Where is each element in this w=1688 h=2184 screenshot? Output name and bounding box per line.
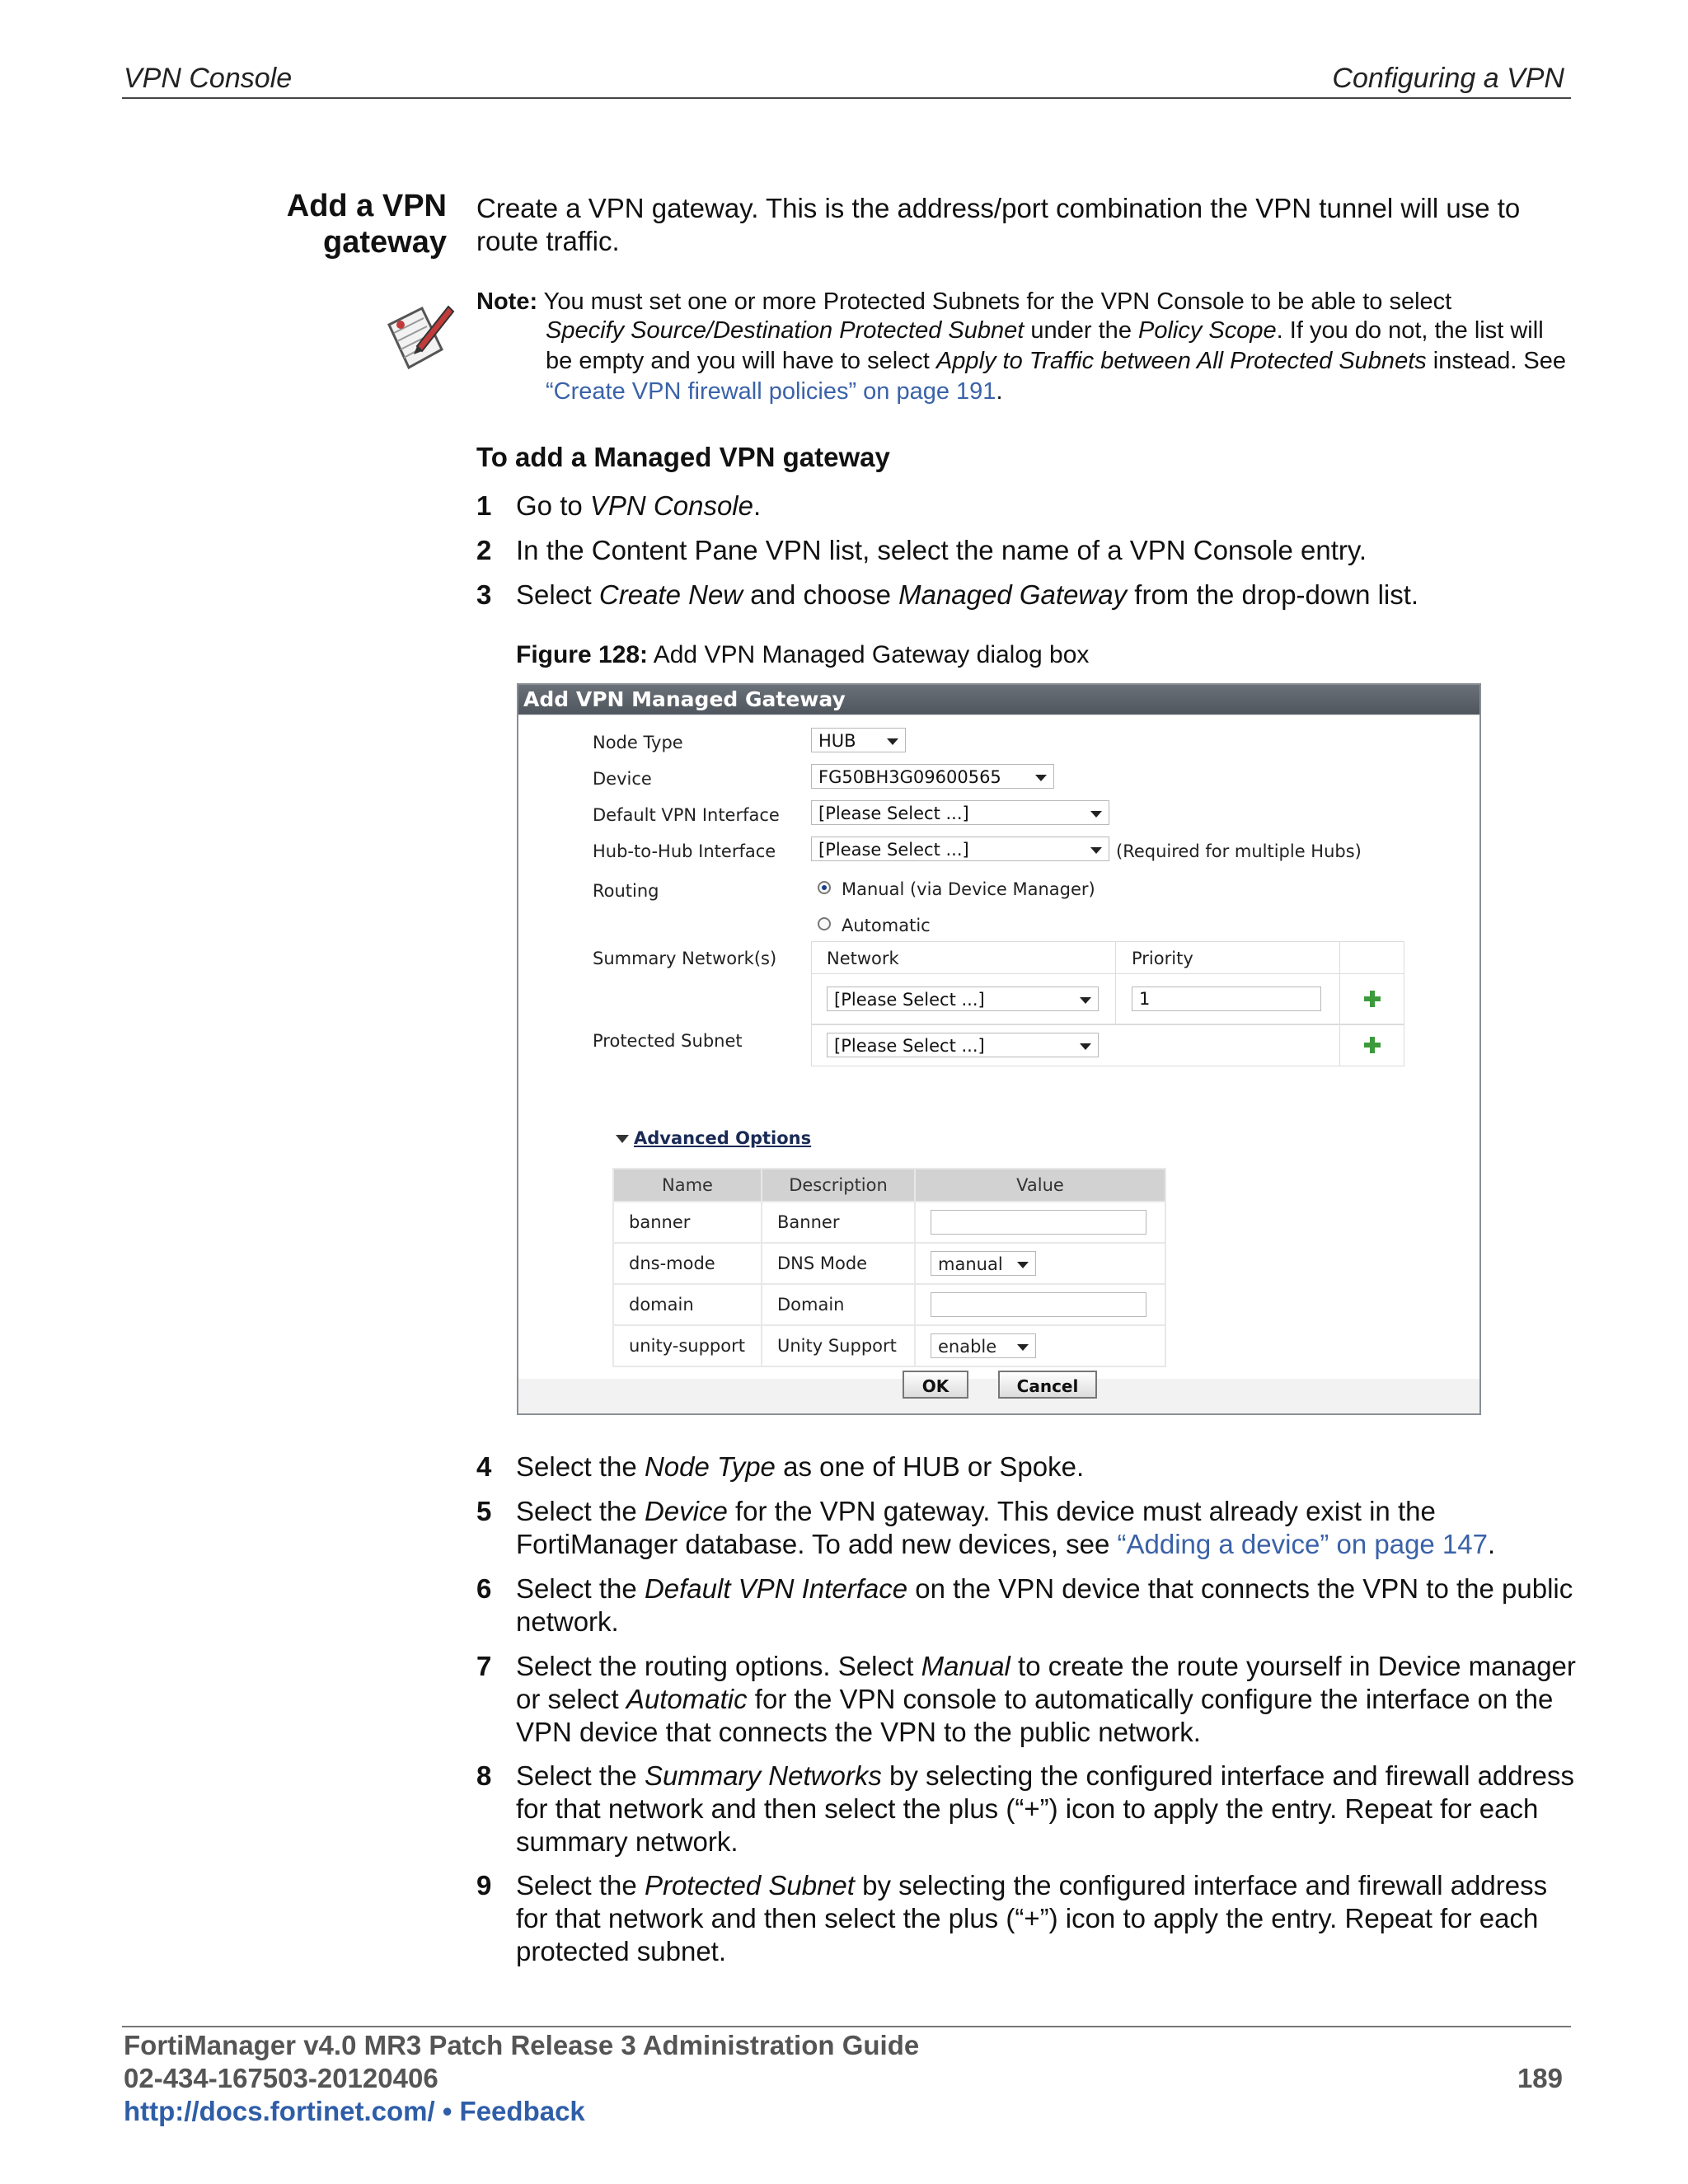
step-text: Select <box>516 579 599 610</box>
protected-subnet-value: [Please Select ...] <box>834 1036 985 1056</box>
adv-column-header-name: Name <box>613 1169 762 1202</box>
chevron-down-icon <box>1080 997 1091 1004</box>
chevron-down-icon <box>1080 1043 1091 1050</box>
unity-support-value: enable <box>938 1337 997 1357</box>
step-italic: Device <box>644 1496 728 1526</box>
figure-caption-text: Add VPN Managed Gateway dialog box <box>648 641 1090 668</box>
note-text-5: . <box>996 378 1003 405</box>
chevron-down-icon <box>1017 1262 1029 1268</box>
step-italic: Summary Networks <box>644 1760 882 1791</box>
step-number: 4 <box>476 1451 492 1482</box>
summary-network-value: [Please Select ...] <box>834 990 985 1010</box>
section-heading-line1: Add a VPN <box>286 189 447 223</box>
routing-label: Routing <box>593 881 659 901</box>
step-italic: Managed Gateway <box>898 579 1128 610</box>
step-text: by selecting the configured interface and firewall address for that network and then select the plus (“+”) icon to apply the entry. Repeat for each protected subnet. <box>516 1870 1548 1966</box>
default-vpn-interface-select[interactable] <box>811 800 1109 825</box>
step-text: . <box>753 490 762 521</box>
feedback-link[interactable]: Feedback <box>459 2096 585 2126</box>
node-type-select[interactable] <box>811 728 906 752</box>
header-rule <box>122 97 1571 99</box>
adv-row-description: Banner <box>762 1202 915 1243</box>
note-text-3: . If you do not, the list will be empty and you will have to select <box>546 317 1544 374</box>
note-italic-2: Policy Scope <box>1138 317 1277 344</box>
table-row <box>613 1243 1165 1284</box>
footer-links <box>124 2095 585 2128</box>
note-label: Note: <box>476 288 538 315</box>
table-row <box>613 1325 1165 1366</box>
summary-network-grid <box>811 941 1404 1025</box>
step-number: 8 <box>476 1760 492 1791</box>
step-text: from the drop-down list. <box>1127 579 1419 610</box>
cancel-button[interactable]: Cancel <box>998 1371 1097 1399</box>
procedure-title: To add a Managed VPN gateway <box>476 442 890 472</box>
step-text: to create the route yourself in Device manager or select <box>516 1651 1576 1714</box>
chevron-down-icon <box>1090 847 1102 854</box>
note-pencil-icon <box>384 300 455 376</box>
summary-priority-input[interactable]: 1 <box>1132 987 1321 1011</box>
docs-url-link[interactable]: http://docs.fortinet.com/ <box>124 2096 435 2126</box>
step-number: 2 <box>476 535 492 565</box>
step-text: and choose <box>743 579 899 610</box>
chevron-down-icon <box>887 738 898 745</box>
step-text: Select the <box>516 1496 645 1526</box>
step-number: 9 <box>476 1870 492 1900</box>
summary-network-select[interactable] <box>827 987 1099 1011</box>
footer-rule <box>122 2026 1571 2027</box>
step-text: Select the <box>516 1573 645 1604</box>
figure-caption <box>516 641 1089 669</box>
note-block <box>476 287 1573 407</box>
routing-manual-radio[interactable] <box>818 881 831 894</box>
adding-device-crossref-link[interactable]: “Adding a device” on page 147 <box>1117 1529 1488 1559</box>
step-italic: Manual <box>921 1651 1010 1681</box>
step-text: Select the <box>516 1451 645 1482</box>
dns-mode-select[interactable] <box>931 1251 1036 1276</box>
adv-row-name: domain <box>613 1284 762 1325</box>
adv-row-description: DNS Mode <box>762 1243 915 1284</box>
figure-label: Figure 128: <box>516 641 649 668</box>
protected-subnet-label: Protected Subnet <box>593 1031 743 1051</box>
adv-column-header-value: Value <box>915 1169 1165 1202</box>
add-summary-network-plus-icon[interactable] <box>1364 991 1381 1007</box>
domain-value-input[interactable] <box>931 1292 1146 1317</box>
running-header-left: VPN Console <box>124 63 293 94</box>
triangle-down-icon <box>616 1135 629 1143</box>
network-column-header: Network <box>827 949 899 968</box>
hub-to-hub-interface-value: [Please Select ...] <box>818 840 969 860</box>
hub-to-hub-interface-label: Hub-to-Hub Interface <box>593 841 776 861</box>
step-italic: Default VPN Interface <box>644 1573 908 1604</box>
section-heading-line2: gateway <box>323 225 447 260</box>
dialog-body <box>518 716 1479 1379</box>
adv-row-name: unity-support <box>613 1325 762 1366</box>
step-italic: Node Type <box>644 1451 776 1482</box>
protected-subnet-grid <box>811 1024 1404 1066</box>
hub-required-note: (Required for multiple Hubs) <box>1116 841 1362 861</box>
step-text: on the VPN device that connects the VPN to the public network. <box>516 1573 1573 1637</box>
footer-doc-id: 02-434-167503-20120406 <box>124 2063 438 2093</box>
hub-to-hub-interface-select[interactable] <box>811 837 1109 861</box>
dialog-title: Add VPN Managed Gateway <box>518 685 1479 715</box>
device-label: Device <box>593 769 652 789</box>
dialog-footer <box>518 1376 1479 1413</box>
add-protected-subnet-plus-icon[interactable] <box>1364 1037 1381 1053</box>
advanced-options-table <box>612 1168 1166 1367</box>
device-select[interactable] <box>811 764 1054 789</box>
step-text: by selecting the configured interface and firewall address for that network and then select the plus (“+”) icon to apply the entry. Repeat for each summary network. <box>516 1760 1574 1857</box>
adv-column-header-description: Description <box>762 1169 915 1202</box>
advanced-options-toggle[interactable]: Advanced Options <box>634 1128 812 1148</box>
note-italic-3: Apply to Traffic between All Protected Subnets <box>935 348 1427 374</box>
note-italic-1: Specify Source/Destination Protected Subnet <box>546 317 1025 344</box>
step-italic: VPN Console <box>589 490 753 521</box>
add-vpn-managed-gateway-dialog <box>517 683 1481 1415</box>
step-text: Go to <box>516 490 590 521</box>
chevron-down-icon <box>1090 811 1102 818</box>
table-row <box>613 1284 1165 1325</box>
step-text: for the VPN console to automatically configure the interface on the VPN device that connects the VPN to the public network. <box>516 1684 1554 1747</box>
adv-row-name: banner <box>613 1202 762 1243</box>
adv-row-description: Domain <box>762 1284 915 1325</box>
step-text: Select the routing options. Select <box>516 1651 921 1681</box>
intro-paragraph: Create a VPN gateway. This is the address/port combination the VPN tunnel will use to route traffic. <box>476 193 1521 256</box>
adv-row-description: Unity Support <box>762 1325 915 1366</box>
step-text: . <box>1488 1529 1496 1559</box>
footer-separator: • <box>434 2096 460 2126</box>
priority-column-header: Priority <box>1132 949 1193 968</box>
routing-manual-label: Manual (via Device Manager) <box>842 879 1095 899</box>
step-number: 7 <box>476 1651 492 1681</box>
banner-value-input[interactable] <box>931 1210 1146 1235</box>
note-crossref-link[interactable]: “Create VPN firewall policies” on page 191 <box>546 378 996 405</box>
step-number: 6 <box>476 1573 492 1604</box>
step-text: as one of HUB or Spoke. <box>775 1451 1085 1482</box>
node-type-label: Node Type <box>593 733 683 752</box>
step-text: Select the <box>516 1870 645 1900</box>
note-text-1: You must set one or more Protected Subnets for the VPN Console to be able to select <box>537 288 1452 315</box>
adv-row-name: dns-mode <box>613 1243 762 1284</box>
summary-networks-label: Summary Network(s) <box>593 949 777 968</box>
step-italic: Protected Subnet <box>644 1870 855 1900</box>
step-text: for the VPN gateway. This device must already exist in the FortiManager database. To add new devices, see <box>516 1496 1436 1559</box>
chevron-down-icon <box>1035 775 1047 781</box>
step-number: 5 <box>476 1496 492 1526</box>
step-italic: Automatic <box>626 1684 748 1714</box>
page-number: 189 <box>1517 2063 1563 2093</box>
unity-support-select[interactable] <box>931 1333 1036 1358</box>
step-text: Select the <box>516 1760 645 1791</box>
note-text-4: instead. See <box>1426 348 1567 374</box>
step-number: 1 <box>476 490 492 521</box>
section-heading <box>287 188 447 260</box>
chevron-down-icon <box>1017 1344 1029 1351</box>
ok-button[interactable]: OK <box>903 1371 968 1399</box>
protected-subnet-select[interactable] <box>827 1033 1099 1057</box>
default-vpn-interface-label: Default VPN Interface <box>593 805 780 825</box>
routing-automatic-label: Automatic <box>842 916 931 935</box>
routing-automatic-radio[interactable] <box>818 917 831 930</box>
default-vpn-interface-value: [Please Select ...] <box>818 804 969 823</box>
dns-mode-value: manual <box>938 1254 1003 1274</box>
node-type-value: HUB <box>818 731 856 751</box>
footer-guide-title: FortiManager v4.0 MR3 Patch Release 3 Administration Guide <box>124 2030 920 2060</box>
note-text-2: under the <box>1024 317 1138 344</box>
step-text: In the Content Pane VPN list, select the name of a VPN Console entry. <box>516 535 1367 565</box>
step-italic: Create New <box>598 579 743 610</box>
running-header-right: Configuring a VPN <box>1332 63 1564 94</box>
table-row <box>613 1202 1165 1243</box>
step-number: 3 <box>476 579 492 610</box>
device-value: FG50BH3G09600565 <box>818 767 1001 787</box>
